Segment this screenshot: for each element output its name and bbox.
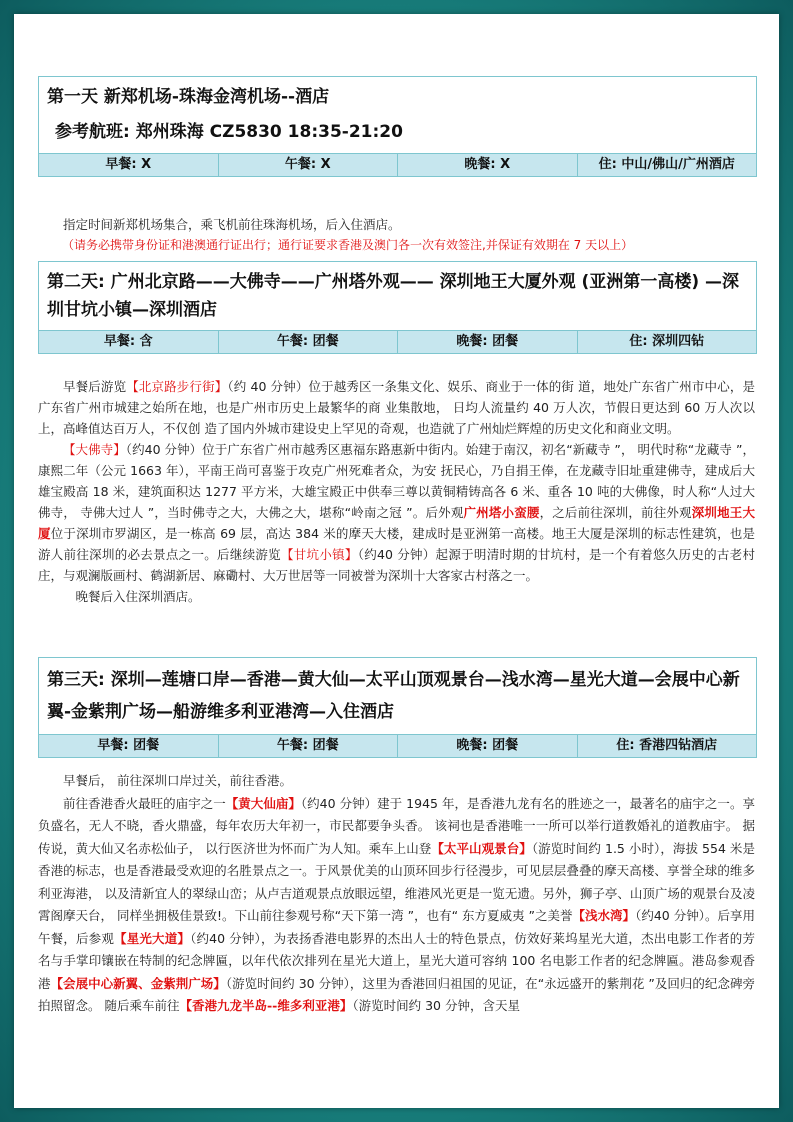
highlight-victoria-peak: 【太平山观景台】: [431, 840, 532, 856]
day1-title: 第一天 新郑机场-珠海金湾机场--酒店: [47, 87, 330, 107]
day1-dinner: 晚餐: X: [397, 154, 577, 176]
day2-header-box: [38, 261, 757, 354]
document-page: [14, 14, 779, 1108]
day3-title: 第三天: 深圳—莲塘口岸—香港—黄大仙—太平山顶观景台—浅水湾—星光大道—会展中心新翼-金紫荆广场—船游维多利亚港湾—入住酒店: [47, 670, 740, 722]
highlight-avenue-of-stars: 【星光大道】: [114, 930, 191, 946]
day2-paragraph-3: 晚餐后入住深圳酒店。: [75, 589, 201, 604]
day1-breakfast: 早餐: X: [105, 157, 152, 172]
day3-hotel: 住: 香港四钻酒店: [577, 735, 757, 757]
highlight-victoria-harbour: 【香港九龙半岛--维多利亚港】: [179, 998, 353, 1013]
day2-breakfast: 早餐: 含: [103, 334, 153, 349]
day2-content: [38, 376, 755, 607]
day1-text: 指定时间新郑机场集合，乘飞机前往珠海机场，后入住酒店。: [63, 217, 401, 232]
day2-dinner: 晚餐: 团餐: [397, 331, 577, 353]
day1-note: （请务必携带身份证和港澳通行证出行；通行证要求香港及澳门各一次有效签注,并保证有效期在 7 天以上）: [62, 238, 634, 252]
day1-header-box: [38, 76, 757, 177]
day3-header-box: [38, 657, 757, 758]
day1-hotel: 住: 中山/佛山/广州酒店: [577, 154, 757, 176]
highlight-repulse-bay: 【浅水湾】: [572, 908, 636, 923]
day3-dinner: 晚餐: 团餐: [397, 735, 577, 757]
highlight-gankeng-town: 【甘坑小镇】: [280, 547, 358, 562]
day1-meals-row: [39, 153, 756, 176]
day2-paragraph-1: 早餐后游览【北京路步行街】（约 40 分钟）位于越秀区一条集文化、娱乐、商业于一体的街 道，地处广东省广州市中心，是广东省广州市城建之始所在地，也是广州市历史上最繁华的商 业集散地， 日均人流量约 40 万人次，节假日更达到 60 万人次以上，高峰值达百万人，不仅创 造了国内外城市建设史上罕见的奇观，也造就了广州灿烂辉煌的历史文化和商业文明。: [38, 379, 755, 436]
highlight-diwang-building: 深圳地王大厦: [38, 505, 755, 541]
highlight-wong-tai-sin: 【黄大仙庙】: [225, 795, 301, 811]
day3-content: [38, 770, 755, 1018]
day1-content: [38, 214, 755, 256]
day2-hotel: 住: 深圳四钻: [577, 331, 757, 353]
day1-lunch: 午餐: X: [218, 154, 398, 176]
day3-breakfast: 早餐: 团餐: [97, 738, 160, 753]
day2-title: 第二天: 广州北京路——大佛寺——广州塔外观—— 深圳地王大厦外观 (亚洲第一高楼) —深圳甘坑小镇—深圳酒店: [47, 272, 740, 320]
day2-lunch: 午餐: 团餐: [218, 331, 398, 353]
day3-paragraph-2: 前往香港香火最旺的庙宇之一【黄大仙庙】（约40 分钟）建于 1945 年，是香港九龙有名的胜迹之一，最著名的庙宇之一。享负盛名，无人不晓，香火鼎盛，每年农历大年初一，市民都要争头香。 该祠也是香港唯一一所可以举行道教婚礼的道教庙宇。 据传说，黄大仙又名赤松仙子， 以行医济世为怀而广为人知。乘车上山登【太平山观景台】（游览时间约 1.5 小时），海拔 554 米是香港的标志，也是香港最受欢迎的名胜景点之一。于风景优美的山顶环回步行径漫步，可见层层叠叠的摩天高楼、享誉全球的维多利亚海港， 以及清新宜人的翠绿山峦；从卢吉道观景点放眼远望，维港风光更是一览无遗。另外，狮子亭、山顶广场的观景台及凌霄阁摩天台， 同样坐拥极佳景致!。下山前往参观号称“天下第一湾 ”，也有“ 东方夏威夷 ”之美誉【浅水湾】（约40 分钟）。后享用午餐，后参观【星光大道】（约40 分钟），为表扬香港电影界的杰出人士的特色景点，仿效好莱坞星光大道，杰出电影工作者的芳名与手掌印镶嵌在特制的纪念牌匾，以年代依次排列在星光大道上，星光大道可容纳 100 名电影工作者的纪念牌匾。港岛参观香港【会展中心新翼、金紫荆广场】（游览时间约 30 分钟），这里为香港回归祖国的见证，在“永远盛开的紫荆花 ”及回归的纪念碑旁拍照留念。 随后乘车前往【香港九龙半岛--维多利亚港】（游览时间约 30 分钟，含天星: [38, 795, 755, 1013]
highlight-dafo-temple: 【大佛寺】: [63, 442, 126, 457]
day2-meals-row: [39, 330, 756, 353]
highlight-canton-tower: 广州塔小蛮腰: [463, 505, 540, 520]
day2-paragraph-2: 【大佛寺】（约40 分钟）位于广东省广州市越秀区惠福东路惠新中街内。始建于南汉，初名“新藏寺 ”， 明代时称“龙藏寺 ”，康熙二年（公元 1663 年），平南王尚可喜鉴于攻克广州死难者众，为安 抚民心，乃自捐王俸，在龙藏寺旧址重建佛寺，建成后大雄宝殿高 18 米，建筑面积达 1277 平方米，大雄宝殿正中供奉三尊以黄铜精铸高各 6 米、重各 10 吨的大佛像，时人称“人过大佛寺， 寺佛大过人 ”，当时佛寺之大，大佛之大，堪称“岭南之冠 ”。后外观广州塔小蛮腰，之后前往深圳，前往外观深圳地王大厦位于深圳市罗湖区，是一栋高 69 层，高达 384 米的摩天大楼，建成时是亚洲第一高楼。地王大厦是深圳的标志性建筑，也是游人前往深圳的必去景点之一。后继续游览【甘坑小镇】（约40 分钟）起源于明清时期的甘坑村，是一个有着悠久历史的古老村庄，与观澜版画村、鹤湖新居、麻磡村、大万世居等一同被誉为深圳十大客家古村落之一。: [38, 442, 755, 583]
day3-lunch: 午餐: 团餐: [218, 735, 398, 757]
day1-flight: 参考航班: 郑州珠海 CZ5830 18:35-21:20: [55, 122, 403, 142]
day3-meals-row: [39, 734, 756, 757]
highlight-beijing-road: 【北京路步行街】: [126, 379, 228, 394]
day3-paragraph-1: 早餐后， 前往深圳口岸过关，前往香港。: [63, 773, 292, 788]
highlight-golden-bauhinia: 【会展中心新翼、金紫荆广场】: [50, 975, 226, 991]
